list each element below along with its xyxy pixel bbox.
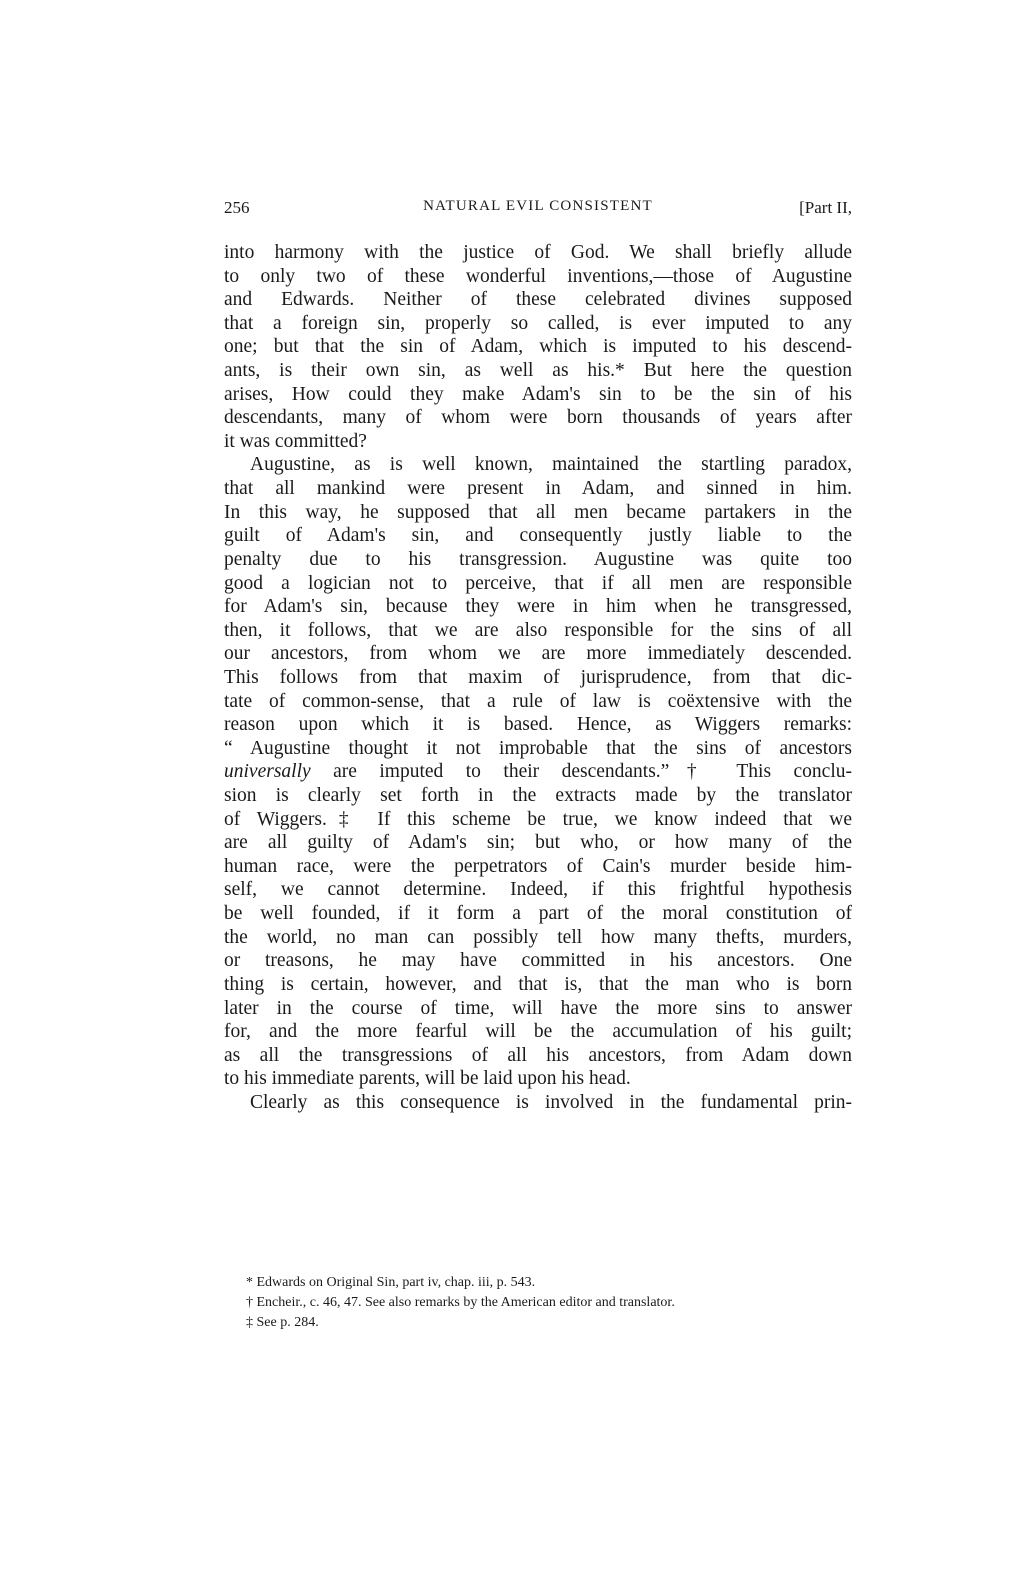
text-line: then, it follows, that we are also responsible for the sins of all — [224, 619, 852, 641]
text-line: to only two of these wonderful inventions,—those of Augustine — [224, 265, 852, 287]
text-line: good a logician not to perceive, that if all men are responsible — [224, 572, 852, 594]
text-line: In this way, he supposed that all men became partakers in the — [224, 501, 852, 523]
text-line: arises, How could they make Adam's sin to be the sin of his — [224, 383, 852, 405]
footnote: * Edwards on Original Sin, part iv, chap. iii, p. 543. — [246, 1275, 536, 1290]
text-line: for, and the more fearful will be the accumulation of his guilt; — [224, 1021, 852, 1043]
text-line: it was committed? — [224, 430, 367, 452]
paragraph-start: Augustine, as is well known, maintained the startling paradox, — [250, 454, 852, 476]
emphasis: universally — [224, 761, 311, 783]
text-line: that a foreign sin, properly so called, is ever imputed to any — [224, 312, 852, 334]
page-number: 256 — [224, 198, 250, 217]
text-line: human race, were the perpetrators of Cain's murder beside him- — [224, 855, 852, 877]
text-line: are all guilty of Adam's sin; but who, or how many of the — [224, 832, 852, 854]
text-line: thing is certain, however, and that is, that the man who is born — [224, 973, 852, 995]
text-line: descendants, many of whom were born thousands of years after — [224, 407, 852, 429]
text-line: to his immediate parents, will be laid upon his head. — [224, 1068, 631, 1090]
text-line: This follows from that maxim of jurisprudence, from that dic- — [224, 666, 852, 688]
footnote: † Encheir., c. 46, 47. See also remarks by the American editor and translator. — [246, 1295, 675, 1310]
part-label: [Part II, — [799, 198, 852, 217]
text-line: for Adam's sin, because they were in him when he transgressed, — [224, 596, 852, 618]
text-line: the world, no man can possibly tell how many thefts, murders, — [224, 926, 852, 948]
text-line: penalty due to his transgression. Augustine was quite too — [224, 548, 852, 570]
text-line: one; but that the sin of Adam, which is imputed to his descend- — [224, 336, 852, 358]
text-line: “ Augustine thought it not improbable that the sins of ancestors — [224, 737, 852, 759]
text-line: later in the course of time, will have the more sins to answer — [224, 997, 852, 1019]
footnotes — [224, 1273, 852, 1333]
text-line: sion is clearly set forth in the extracts made by the translator — [224, 785, 852, 807]
running-head: NATURAL EVIL CONSISTENT — [423, 198, 653, 214]
text-line: tate of common-sense, that a rule of law is coëxtensive with the — [224, 690, 852, 712]
text-line: as all the transgressions of all his ancestors, from Adam down — [224, 1044, 852, 1066]
text-line: universally are imputed to their descendants.”† This conclu- — [224, 761, 852, 783]
text-line: our ancestors, from whom we are more immediately descended. — [224, 643, 852, 665]
text-line: reason upon which it is based. Hence, as Wiggers remarks: — [224, 714, 852, 736]
text-line: guilt of Adam's sin, and consequently justly liable to the — [224, 525, 852, 547]
text-line: be well founded, if it form a part of the moral constitution of — [224, 903, 852, 925]
text-line: ants, is their own sin, as well as his.* But here the question — [224, 360, 852, 382]
page-header — [224, 198, 852, 222]
footnote: ‡ See p. 284. — [246, 1315, 319, 1330]
text-line: of Wiggers.‡ If this scheme be true, we know indeed that we — [224, 808, 852, 830]
text-line: and Edwards. Neither of these celebrated divines supposed — [224, 289, 852, 311]
body-text — [224, 241, 852, 1115]
text-line: self, we cannot determine. Indeed, if this frightful hypothesis — [224, 879, 852, 901]
paragraph-start: Clearly as this consequence is involved in the fundamental prin- — [250, 1091, 852, 1113]
text-line: that all mankind were present in Adam, and sinned in him. — [224, 478, 852, 500]
text-line: into harmony with the justice of God. We shall briefly allude — [224, 242, 852, 263]
text-line: or treasons, he may have committed in his ancestors. One — [224, 950, 852, 972]
